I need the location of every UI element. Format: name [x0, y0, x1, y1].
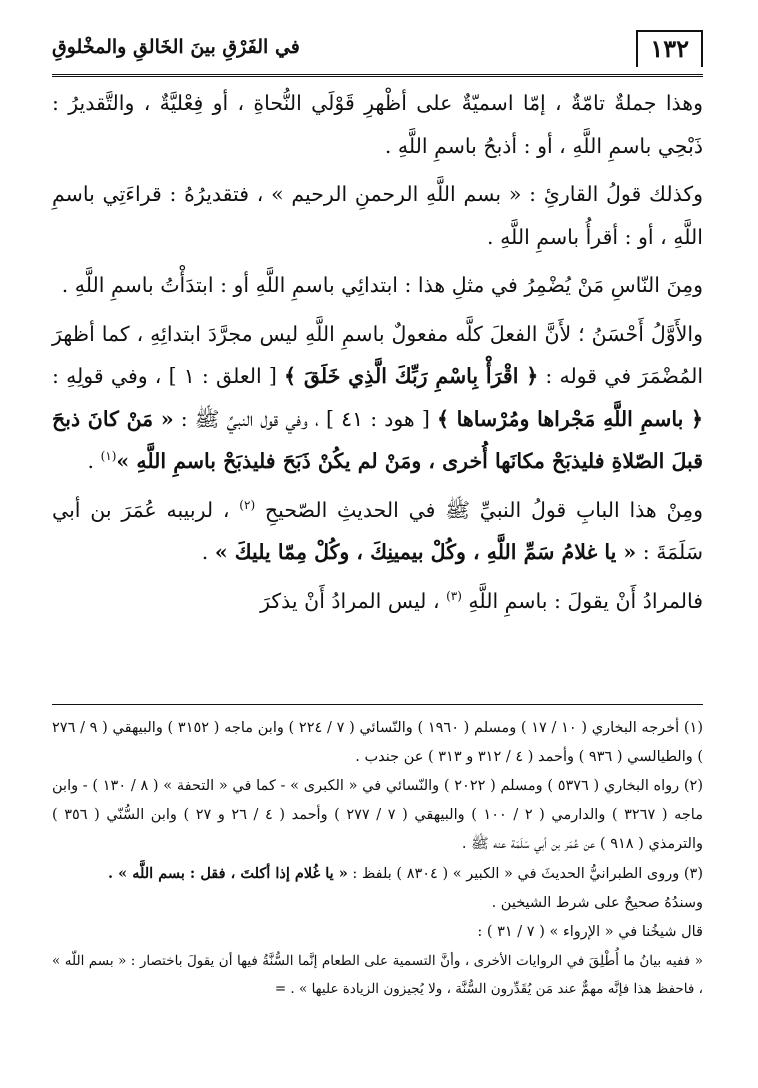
paragraph-6-text-b: ، ليس المرادُ أَنْ يذكرَ [260, 588, 447, 613]
paragraph-1: وهذا جملةٌ تامّةٌ ، إمّا اسميّةٌ على أظْهرِ قَوْلَي النُّحاةِ ، أو فِعْليَّةٌ ، والتَّقديرُ : ذَبْحِي باسمِ اللَّهِ ، أو : أذبحُ باسمِ اللَّهِ . [52, 91, 703, 158]
paragraph-4 [52, 313, 703, 483]
footnote-3-text-a: (٣) وروى الطبرانيُّ الحديثَ في « الكبير » ( ٨٣٠٤ ) بلفظ : [347, 866, 703, 882]
paragraph-4-end: . [87, 449, 101, 473]
footnote-2: (٢) رواه البخاري ( ٥٣٧٦ ) ومسلم ( ٢٠٢٢ ) والنّسائي في « الكبرى » - كما في « التحفة » ( ٨ / ١٣٠ ) - وابن ماجه ( ٣٢٦٧ ) والدارمي ( ٢ / ١٠٠ ) والبيهقي ( ٧ / ٢٧٧ ) وأحمد ( ٤ / ٢٦ و ٢٧ ) وابن السُّنّي ( ٣٥٦ ) والترمذي ( ٩١٨ ) عن عُمَر بن أبي سَلَمَة عنه ﷺ . [52, 778, 704, 852]
paragraph-2: وكذلك قولُ القارئِ : « بسم اللَّهِ الرحمنِ الرحيم » ، فتقديرُهُ : قراءَتِي باسمِ اللَّهِ ، أو : أقرأُ باسمِ اللَّهِ . [52, 182, 703, 249]
quran-quote-alaq: ﴿ اقْرَأْ بِاسْمِ رَبِّكَ الَّذِي خَلَقَ ﴾ [284, 364, 539, 388]
footnote-3-quote: « يا غُلام إذا أكلتَ ، فقل : بسم اللَّه » . [107, 865, 348, 882]
running-title: في الفَرْقِ بينَ الخَالقِ والمخْلوقِ [52, 36, 300, 58]
quran-quote-hud: ﴿ باسمِ اللَّهِ مَجْراها ومُرْساها ﴾ [436, 406, 704, 431]
paragraph-5 [52, 489, 703, 574]
paragraph-4-text-b: [ العلق : ١ ] ، وفي قولِهِ : [52, 364, 285, 388]
footnote-ref-1: (١) [100, 449, 117, 464]
footnote-ref-3: (٣) [446, 588, 462, 603]
footnote-3 [52, 859, 703, 889]
paragraph-4-text-a: والأَوَّلُ أَحْسَنُ ؛ لأَنَّ الفعلَ كلَّه مفعولٌ باسمِ اللَّهِ ليس مجرَّدَ ابتدائِهِ ، كما أظهرَ المُضْمَرَ في قوله : [52, 321, 704, 388]
paragraph-5-end: . [201, 540, 215, 564]
paragraph-6 [52, 580, 703, 623]
page-header [52, 24, 703, 77]
hadith-quote-ghulam: « يا غلامُ سَمِّ اللَّهِ ، وكُلْ بيمينِكَ ، وكُلْ مِمّا يليكَ » [214, 540, 637, 564]
footnote-separator [52, 704, 703, 705]
footnote-ref-2: (٢) [239, 497, 256, 512]
footnote-3-line-2: وسندُهُ صحيحٌ على شرط الشيخين . [491, 895, 703, 911]
paragraph-6-text-a: فالمرادُ أَنْ يقولَ : باسمِ اللَّهِ [461, 588, 703, 613]
footnote-3-line-3: قال شيخُنا في « الإرواء » ( ٧ / ٣١ ) : [477, 924, 703, 940]
main-text [52, 82, 703, 628]
footnotes [52, 714, 703, 1003]
paragraph-5-text-b: ، لربيبه عُمَرَ بن أبي سَلَمَةَ : [52, 497, 703, 564]
page-number: ١٣٢ [636, 30, 703, 67]
hadith-quote-sacrifice: « مَنْ كانَ ذبحَ قبلَ الصّلاةِ فليذبَحْ مكانَها أُخرى ، ومَنْ لم يكُنْ ذَبَحَ فليذبَحْ باسمِ اللَّهِ » [52, 406, 703, 473]
footnote-3-line-4: « ففيه بيانُ ما أُطْلِقَ في الروايات الأخرى ، وأنَّ التسمية على الطعام إنَّما السُّنَّةُ فيها أن يقولَ باختصار : « بسم اللّه » ، فاحفظ هذا فإنَّه مهمٌّ عند مَن يُقَدِّرون السُّنَّة ، ولا يُجيزون الزيادة عليها » . = [52, 953, 703, 997]
paragraph-4-text-c: [ هود : ٤١ ] ، وفي قول النبيِّ ﷺ : [173, 406, 437, 431]
paragraph-3: ومِنَ النّاسِ مَنْ يُضْمِرُ في مثلِ هذا : ابتدائِي باسمِ اللَّهِ أو : ابتدَأْتُ باسمِ اللَّهِ . [61, 273, 703, 297]
footnote-1: (١) أخرجه البخاري ( ١٠ / ١٧ ) ومسلم ( ١٩٦٠ ) والنّسائي ( ٧ / ٢٢٤ ) وابن ماجه ( ٣١٥٢ ) والبيهقي ( ٩ / ٢٧٦ ) والطيالسي ( ٩٣٦ ) وأحمد ( ٤ / ٣١٢ و ٣١٣ ) عن جندب . [52, 720, 703, 765]
paragraph-5-text-a: ومِنْ هذا البابِ قولُ النبيِّ ﷺ في الحديثِ الصّحيحِ [255, 497, 703, 522]
